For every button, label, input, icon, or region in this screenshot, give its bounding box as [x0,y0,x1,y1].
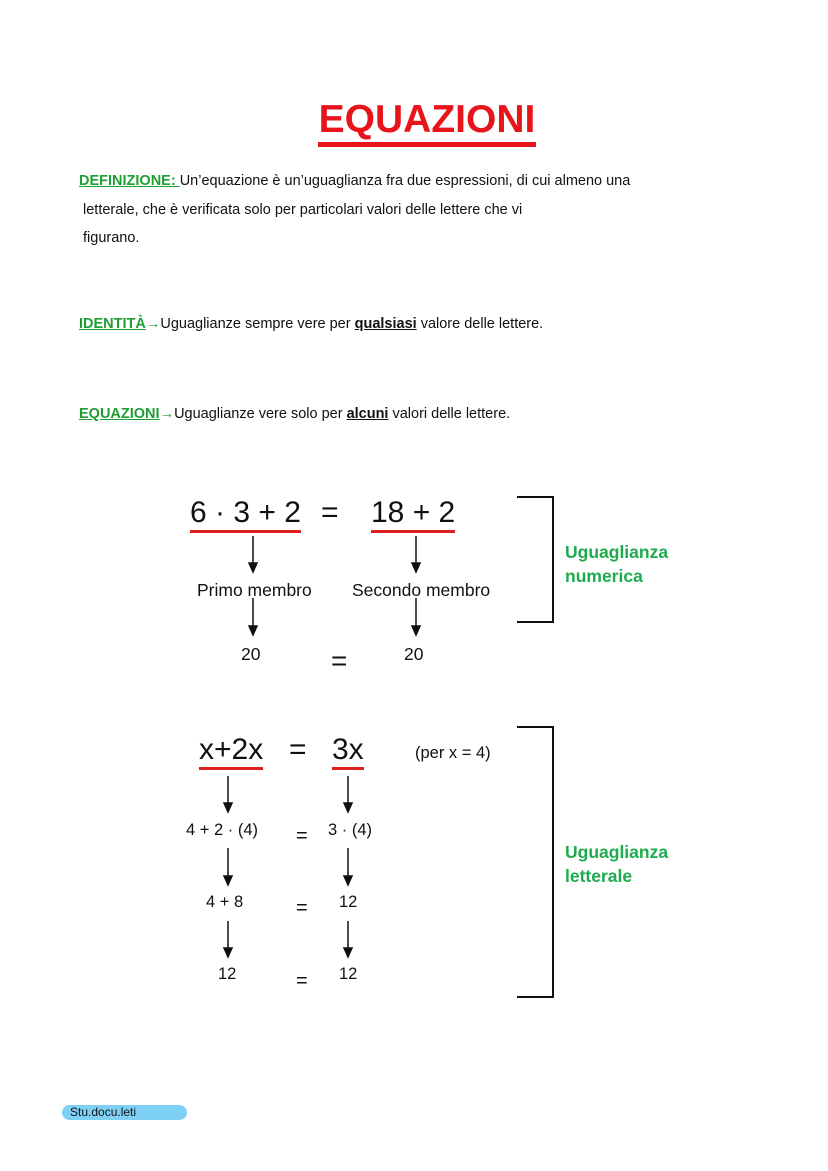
numeric-equals: = [321,496,339,529]
arrow-down-icon [412,536,420,572]
left-result: 20 [241,644,261,664]
arrow-down-icon [344,848,352,885]
arrow-down-icon [344,776,352,812]
step-right: 12 [339,893,358,911]
definition-line-1: DEFINIZIONE: Un’equazione è un’uguaglianza fra due espressioni, di cui almeno una [79,173,631,189]
footer-badge: Stu.docu.leti [62,1105,187,1120]
arrow-down-icon [249,536,257,572]
condition: (per x = 4) [415,744,491,762]
definition-line-3: figurano. [83,230,140,246]
arrow-down-icon [224,776,232,812]
literal-left-member: x+2x [199,733,263,770]
identita-line: IDENTITÀ→Uguaglianze sempre vere per qualsiasi valore delle lettere. [79,316,544,332]
numeric-right-member: 18 + 2 [371,496,455,533]
step-right: 12 [339,965,358,983]
step-equals: = [296,970,308,992]
step-right: 3 · (4) [328,821,373,839]
identita-label: IDENTITÀ [79,316,146,332]
definition-label: DEFINIZIONE: [79,173,180,189]
primo-membro-label: Primo membro [197,580,312,600]
keyword: alcuni [346,406,389,422]
page-title: EQUAZIONI [0,98,828,147]
arrow-right-icon: → [159,406,175,422]
literal-right-member: 3x [332,733,364,770]
step-left: 4 + 2 · (4) [186,821,258,839]
bracket-label-literal: Uguaglianza letterale [565,842,669,886]
equazioni-label: EQUAZIONI [79,406,160,422]
arrow-down-icon [224,921,232,957]
equazioni-line: EQUAZIONI→Uguaglianze vere solo per alcuni valori delle lettere. [79,406,511,422]
arrow-down-icon [224,848,232,885]
step-equals: = [296,825,308,847]
step-left: 12 [218,965,237,983]
bracket-literal [517,727,553,997]
step-equals: = [296,897,308,919]
arrow-down-icon [344,921,352,957]
arrow-down-icon [412,598,420,635]
secondo-membro-label: Secondo membro [352,580,491,600]
keyword: qualsiasi [354,316,417,332]
arrow-right-icon: → [145,316,161,332]
literal-equals: = [289,733,307,766]
numeric-left-member: 6 · 3 + 2 [190,496,301,533]
bracket-label-numeric: Uguaglianza numerica [565,542,669,586]
definition-line-2: letterale, che è verificata solo per particolari valori delle lettere che vi [83,202,523,218]
right-result: 20 [404,644,424,664]
result-equals: = [331,645,348,676]
arrow-down-icon [249,598,257,635]
step-left: 4 + 8 [206,893,244,911]
bracket-numeric [517,497,553,622]
